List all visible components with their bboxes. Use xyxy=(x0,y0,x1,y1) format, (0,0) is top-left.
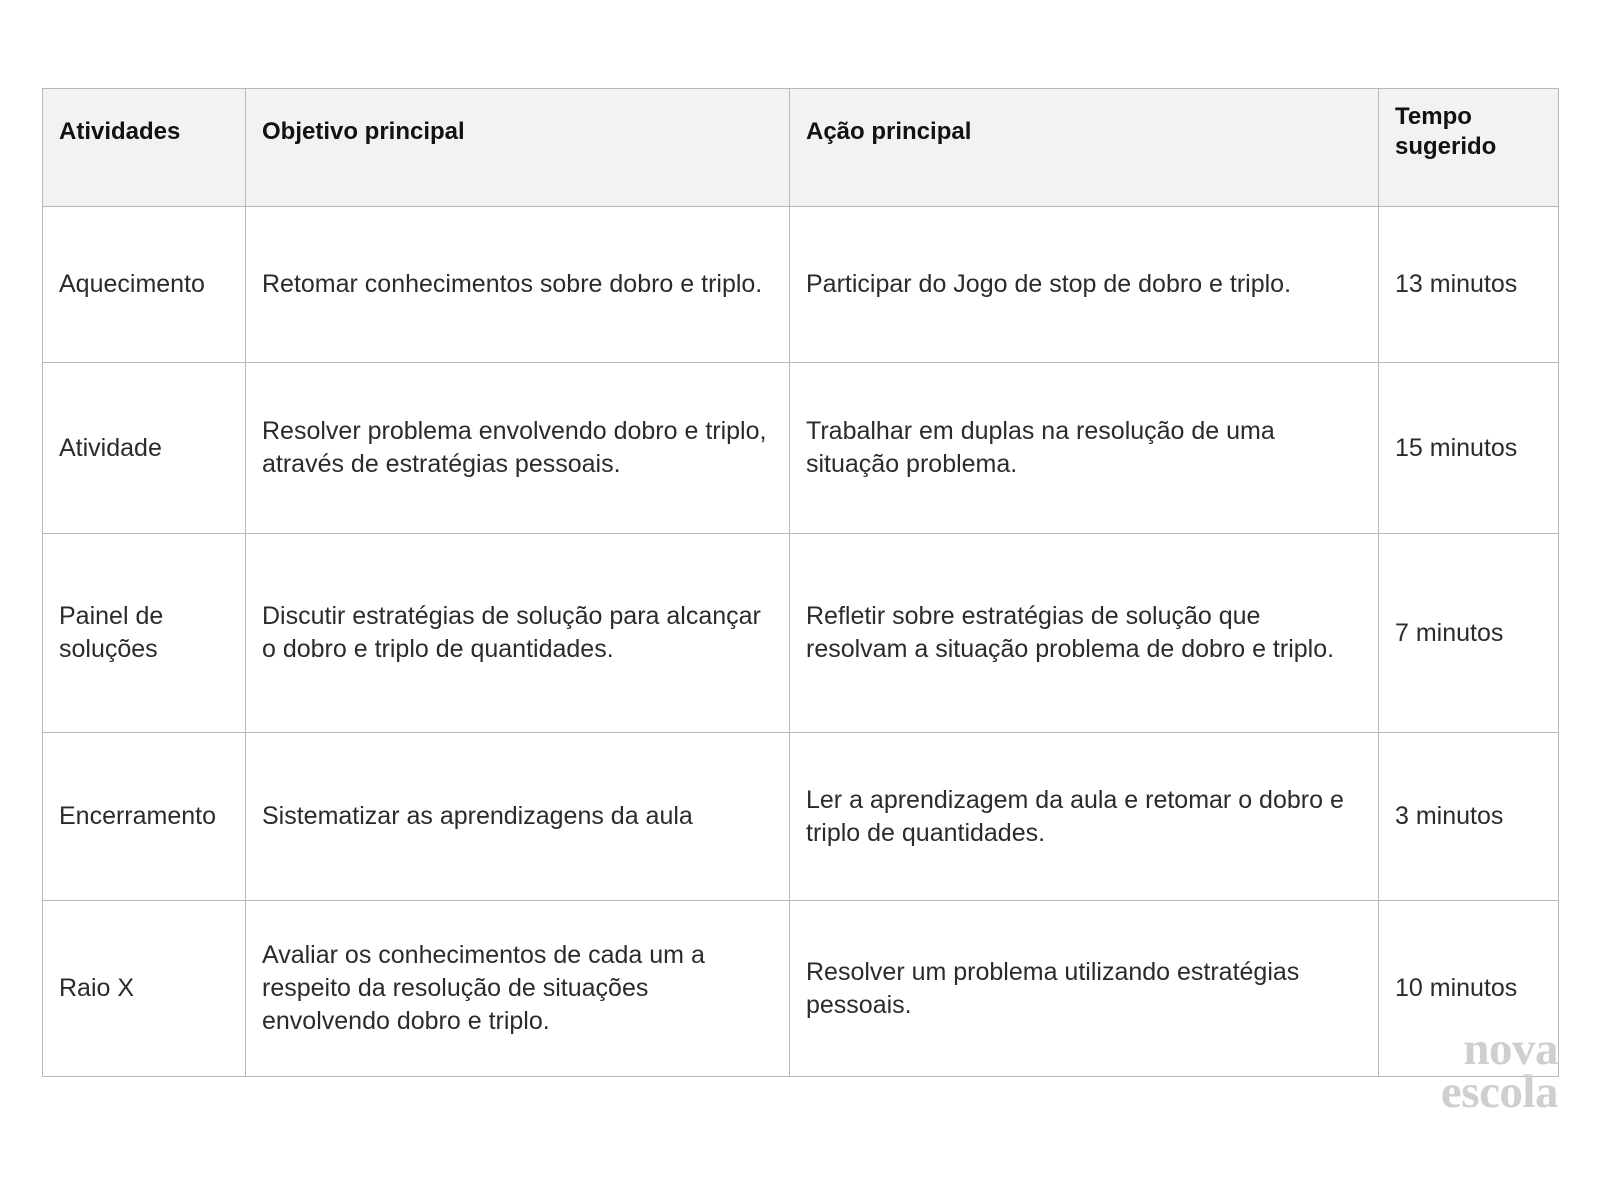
table-row xyxy=(43,207,1559,363)
activities-table-container xyxy=(42,88,1558,1077)
cell-objetivo-text: Sistematizar as aprendizagens da aula xyxy=(262,802,693,830)
cell-atividade xyxy=(43,733,246,901)
column-header-acao-label: Ação principal xyxy=(806,117,972,145)
column-header-objetivo-label: Objetivo principal xyxy=(262,117,465,145)
cell-tempo xyxy=(1379,207,1559,363)
cell-acao xyxy=(790,901,1379,1077)
cell-tempo xyxy=(1379,534,1559,733)
cell-acao xyxy=(790,363,1379,534)
nova-escola-logo-line1: nova xyxy=(1463,1023,1558,1075)
cell-objetivo xyxy=(246,901,790,1077)
cell-tempo-text: 13 minutos xyxy=(1395,270,1518,298)
cell-atividade-text: Atividade xyxy=(59,433,162,462)
cell-tempo xyxy=(1379,733,1559,901)
cell-acao-text: Resolver um problema utilizando estratégias pessoais. xyxy=(806,957,1300,1019)
cell-tempo-text: 7 minutos xyxy=(1395,618,1504,647)
cell-acao-text: Trabalhar em duplas na resolução de uma situação problema. xyxy=(806,417,1275,478)
cell-atividade xyxy=(43,534,246,733)
cell-acao xyxy=(790,534,1379,733)
cell-atividade xyxy=(43,363,246,534)
cell-tempo-text: 3 minutos xyxy=(1395,802,1504,830)
cell-atividade xyxy=(43,207,246,363)
cell-tempo xyxy=(1379,363,1559,534)
activities-table xyxy=(42,88,1559,1077)
cell-atividade xyxy=(43,901,246,1077)
cell-acao-text: Ler a aprendizagem da aula e retomar o dobro e triplo de quantidades. xyxy=(806,785,1344,847)
cell-atividade-text: Painel de soluções xyxy=(59,602,164,663)
nova-escola-logo xyxy=(1378,1023,1558,1119)
cell-objetivo xyxy=(246,207,790,363)
table-body xyxy=(43,207,1559,1077)
column-header-tempo xyxy=(1379,89,1559,207)
cell-objetivo-text: Resolver problema envolvendo dobro e triplo, através de estratégias pessoais. xyxy=(262,417,767,478)
cell-acao xyxy=(790,733,1379,901)
cell-acao-text: Participar do Jogo de stop de dobro e triplo. xyxy=(806,270,1292,298)
cell-acao xyxy=(790,207,1379,363)
cell-objetivo-text: Avaliar os conhecimentos de cada um a respeito da resolução de situações envolvendo dobro e triplo. xyxy=(262,941,705,1035)
table-row xyxy=(43,733,1559,901)
table-row xyxy=(43,901,1559,1077)
cell-atividade-text: Raio X xyxy=(59,974,135,1002)
table-row xyxy=(43,534,1559,733)
cell-tempo-text: 10 minutos xyxy=(1395,974,1518,1002)
column-header-tempo-label xyxy=(1395,102,1542,161)
cell-objetivo xyxy=(246,733,790,901)
table-header xyxy=(43,89,1559,207)
column-header-tempo-line1: Tempo xyxy=(1395,103,1472,131)
column-header-atividades xyxy=(43,89,246,207)
cell-objetivo-text: Retomar conhecimentos sobre dobro e triplo. xyxy=(262,270,763,298)
column-header-objetivo xyxy=(246,89,790,207)
cell-tempo-text: 15 minutos xyxy=(1395,433,1518,462)
column-header-tempo-line2: sugerido xyxy=(1395,132,1497,160)
cell-atividade-text: Encerramento xyxy=(59,802,217,830)
column-header-acao xyxy=(790,89,1379,207)
table-row xyxy=(43,363,1559,534)
cell-objetivo xyxy=(246,363,790,534)
cell-acao-text: Refletir sobre estratégias de solução que resolvam a situação problema de dobro e triplo. xyxy=(806,602,1335,663)
table-header-row xyxy=(43,89,1559,207)
column-header-atividades-label: Atividades xyxy=(59,117,181,145)
cell-objetivo-text: Discutir estratégias de solução para alcançar o dobro e triplo de quantidades. xyxy=(262,602,761,663)
nova-escola-logo-line2: escola xyxy=(1440,1066,1558,1119)
cell-atividade-text: Aquecimento xyxy=(59,270,205,298)
cell-objetivo xyxy=(246,534,790,733)
